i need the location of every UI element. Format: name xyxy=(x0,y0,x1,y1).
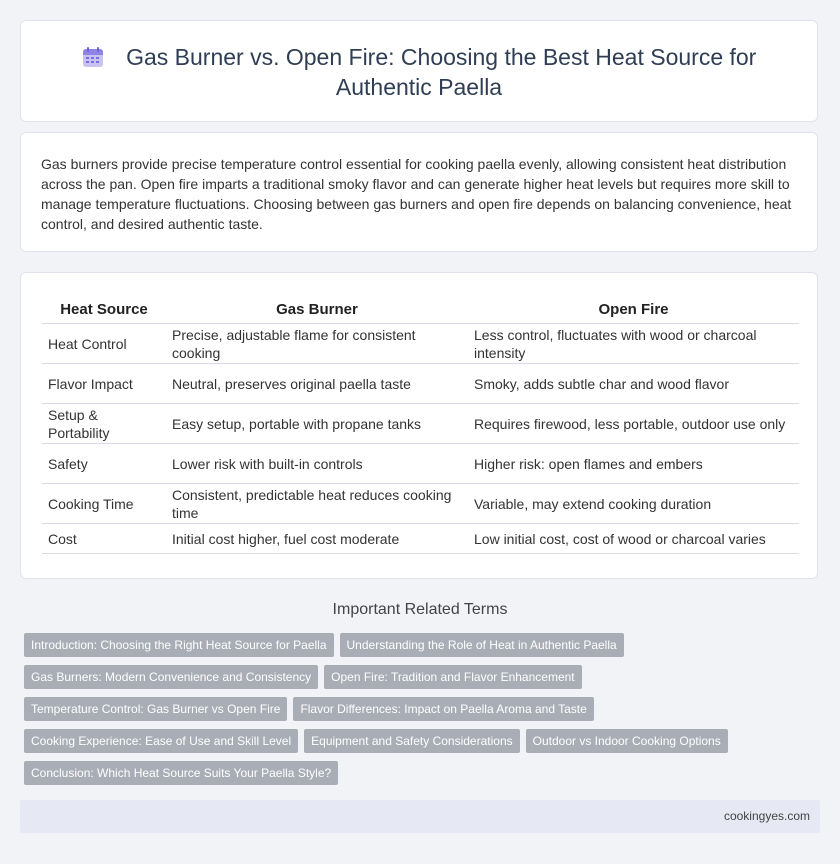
related-term-tag[interactable]: Cooking Experience: Ease of Use and Skill Level xyxy=(24,729,298,753)
table-row xyxy=(42,444,799,484)
related-term-tag[interactable]: Understanding the Role of Heat in Authentic Paella xyxy=(340,633,624,657)
intro-paragraph: Gas burners provide precise temperature control essential for cooking paella evenly, allowing consistent heat distribution across the pan. Open fire imparts a traditional smoky flavor and can generate higher heat levels but requires more skill to manage temperature fluctuations. Choosing between gas burners and open fire depends on balancing convenience, heat control, and desired authentic taste. xyxy=(41,156,792,232)
calendar-icon xyxy=(82,46,104,73)
tag-row xyxy=(24,665,784,697)
table-cell: Higher risk: open flames and embers xyxy=(468,444,799,484)
related-term-tag[interactable]: Open Fire: Tradition and Flavor Enhancement xyxy=(324,665,581,689)
table-cell: Flavor Impact xyxy=(42,364,166,404)
related-terms-heading: Important Related Terms xyxy=(332,601,508,618)
tag-row xyxy=(24,697,784,729)
table-row xyxy=(42,484,799,524)
table-header-row xyxy=(42,291,799,324)
related-term-tag[interactable]: Flavor Differences: Impact on Paella Aroma and Taste xyxy=(293,697,593,721)
related-term-tag[interactable]: Introduction: Choosing the Right Heat Source for Paella xyxy=(24,633,334,657)
table-cell: Cooking Time xyxy=(42,484,166,524)
table-row xyxy=(42,324,799,364)
title-wrap xyxy=(21,43,817,102)
table-row xyxy=(42,524,799,554)
related-term-tag[interactable]: Outdoor vs Indoor Cooking Options xyxy=(526,729,728,753)
table-cell: Neutral, preserves original paella taste xyxy=(166,364,468,404)
table-cell: Lower risk with built-in controls xyxy=(166,444,468,484)
comparison-card xyxy=(20,272,818,579)
table-cell: Consistent, predictable heat reduces cooking time xyxy=(166,484,468,524)
intro-card xyxy=(20,132,818,252)
table-cell: Initial cost higher, fuel cost moderate xyxy=(166,524,468,554)
column-header: Open Fire xyxy=(468,291,799,324)
page-title: Gas Burner vs. Open Fire: Choosing the Best Heat Source for Authentic Paella xyxy=(126,44,757,100)
table-row xyxy=(42,404,799,444)
table-cell: Safety xyxy=(42,444,166,484)
related-term-tag[interactable]: Gas Burners: Modern Convenience and Consistency xyxy=(24,665,318,689)
related-term-tag[interactable]: Conclusion: Which Heat Source Suits Your Paella Style? xyxy=(24,761,338,785)
table-cell: Cost xyxy=(42,524,166,554)
table-cell: Less control, fluctuates with wood or charcoal intensity xyxy=(468,324,799,364)
table-cell: Setup & Portability xyxy=(42,404,166,444)
table-cell: Precise, adjustable flame for consistent cooking xyxy=(166,324,468,364)
table-cell: Low initial cost, cost of wood or charcoal varies xyxy=(468,524,799,554)
related-terms-list xyxy=(24,633,784,793)
table-cell: Smoky, adds subtle char and wood flavor xyxy=(468,364,799,404)
tag-row xyxy=(24,761,784,793)
comparison-table xyxy=(42,291,799,554)
table-cell: Variable, may extend cooking duration xyxy=(468,484,799,524)
header-card xyxy=(20,20,818,122)
table-row xyxy=(42,364,799,404)
related-term-tag[interactable]: Equipment and Safety Considerations xyxy=(304,729,519,753)
tag-row xyxy=(24,729,784,761)
tag-row xyxy=(24,633,784,665)
footer-bar xyxy=(20,800,820,833)
footer-site-link[interactable]: cookingyes.com xyxy=(723,809,810,823)
column-header: Heat Source xyxy=(42,291,166,324)
related-term-tag[interactable]: Temperature Control: Gas Burner vs Open Fire xyxy=(24,697,287,721)
table-cell: Heat Control xyxy=(42,324,166,364)
table-cell: Easy setup, portable with propane tanks xyxy=(166,404,468,444)
table-cell: Requires firewood, less portable, outdoor use only xyxy=(468,404,799,444)
column-header: Gas Burner xyxy=(166,291,468,324)
